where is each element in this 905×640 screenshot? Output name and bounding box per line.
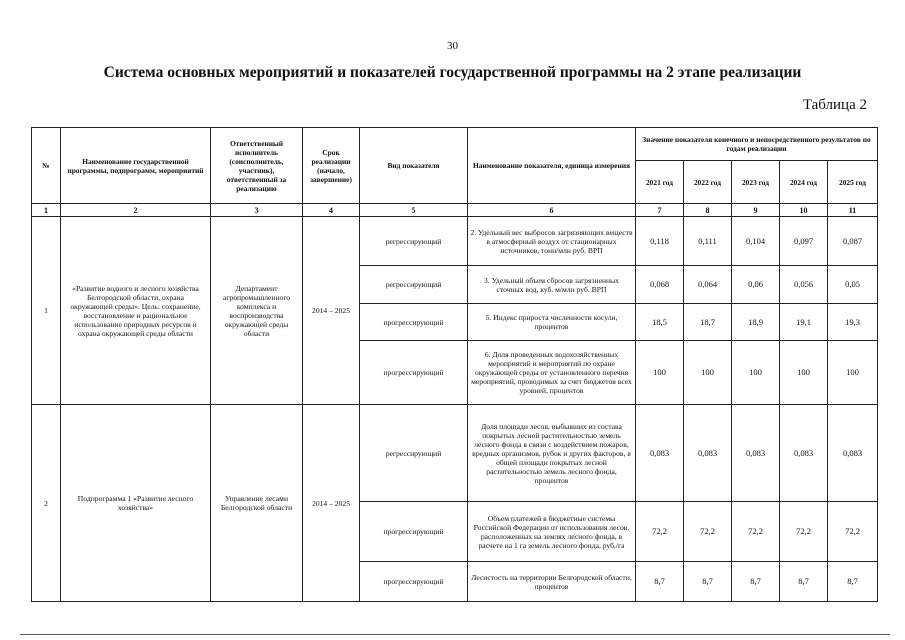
value-cell: 0,083	[636, 405, 684, 502]
term: 2014 – 2025	[303, 405, 360, 602]
value-cell: 100	[636, 341, 684, 405]
indicator-name: 5. Индекс прироста численности косули, процентов	[468, 304, 636, 341]
value-cell: 0,087	[828, 217, 878, 266]
indicator-kind: регрессирующий	[360, 266, 468, 304]
indicator-kind: прогрессирующий	[360, 502, 468, 562]
value-cell: 100	[684, 341, 732, 405]
column-number: 7	[636, 204, 684, 217]
column-number: 3	[211, 204, 303, 217]
column-number: 4	[303, 204, 360, 217]
header-row-top	[32, 128, 878, 161]
column-number: 1	[32, 204, 61, 217]
indicator-name: 6. Доля проведенных водохозяйственных мероприятий и мероприятий по охране окружающей среды от установленного перечня мероприятий, проводимых за счет бюджетов всех уровней, процентов	[468, 341, 636, 405]
value-cell: 18,7	[684, 304, 732, 341]
indicator-name: 3. Удельный объем сбросов загрязненных сточных вод, куб. м/млн руб. ВРП	[468, 266, 636, 304]
indicator-name: Лесистость на территории Белгородской области, процентов	[468, 562, 636, 602]
indicator-name: Доля площади лесов, выбывших из состава покрытых лесной растительностью земель лесного фонда в связи с воздействием пожаров, вредных организмов, рубок и других факторов, в общей площади покрытых лесной растительностью земель лесного фонда, процентов	[468, 405, 636, 502]
document-title: Система основных мероприятий и показателей государственной программы на 2 этапе реализации	[103, 64, 802, 81]
value-cell: 0,083	[684, 405, 732, 502]
program-name: Подпрограмма 1 «Развитие лесного хозяйства»	[61, 405, 211, 602]
column-number: 8	[684, 204, 732, 217]
value-cell: 72,2	[684, 502, 732, 562]
header-year-2023: 2023 год	[732, 161, 780, 204]
indicators-table	[31, 127, 878, 602]
value-cell: 0,111	[684, 217, 732, 266]
value-cell: 100	[780, 341, 828, 405]
row-number: 1	[32, 217, 61, 405]
value-cell: 0,05	[828, 266, 878, 304]
value-cell: 72,2	[732, 502, 780, 562]
header-year-2024: 2024 год	[780, 161, 828, 204]
indicator-kind: прогрессирующий	[360, 341, 468, 405]
value-cell: 72,2	[828, 502, 878, 562]
column-number: 6	[468, 204, 636, 217]
header-year-2022: 2022 год	[684, 161, 732, 204]
value-cell: 19,1	[780, 304, 828, 341]
value-cell: 0,068	[636, 266, 684, 304]
table-row	[32, 405, 878, 502]
column-number: 11	[828, 204, 878, 217]
value-cell: 0,056	[780, 266, 828, 304]
value-cell: 0,118	[636, 217, 684, 266]
header-year-2021: 2021 год	[636, 161, 684, 204]
value-cell: 18,5	[636, 304, 684, 341]
program-name: «Развитие водного и лесного хозяйства Белгородской области, охрана окружающей среды». Цель: сохранение, восстановление и рациональное использование природных ресурсов и охрана окружающей среды области	[61, 217, 211, 405]
column-number: 9	[732, 204, 780, 217]
table-label: Таблица 2	[802, 97, 867, 113]
value-cell: 18,9	[732, 304, 780, 341]
column-number: 10	[780, 204, 828, 217]
column-number-row	[32, 204, 878, 217]
executor-name: Департамент агропромышленного комплекса и воспроизводства окружающей среды области	[211, 217, 303, 405]
term: 2014 – 2025	[303, 217, 360, 405]
table-row	[32, 217, 878, 266]
executor-name: Управление лесами Белгородской области	[211, 405, 303, 602]
page-number: 30	[447, 40, 458, 52]
header-num: №	[32, 128, 61, 204]
header-values-group: Значение показателя конечного и непосредственного результатов по годам реализации	[636, 128, 878, 161]
value-cell: 0,064	[684, 266, 732, 304]
header-program: Наименование государственной программы, подпрограмм, мероприятий	[61, 128, 211, 204]
value-cell: 100	[732, 341, 780, 405]
indicator-kind: регрессирующий	[360, 405, 468, 502]
indicator-kind: регрессирующий	[360, 217, 468, 266]
value-cell: 19,3	[828, 304, 878, 341]
indicator-name: Объем платежей в бюджетные системы Российской Федерации от использования лесов, расположенных на землях лесного фонда, в расчете на 1 га земель лесного фонда, руб./га	[468, 502, 636, 562]
header-term: Срок реализации (начало, завершение)	[303, 128, 360, 204]
column-number: 5	[360, 204, 468, 217]
indicator-kind: прогрессирующий	[360, 562, 468, 602]
row-number: 2	[32, 405, 61, 602]
value-cell: 0,104	[732, 217, 780, 266]
value-cell: 0,097	[780, 217, 828, 266]
value-cell: 0,083	[732, 405, 780, 502]
value-cell: 8,7	[684, 562, 732, 602]
value-cell: 8,7	[636, 562, 684, 602]
header-kind: Вид показателя	[360, 128, 468, 204]
value-cell: 8,7	[732, 562, 780, 602]
column-number: 2	[61, 204, 211, 217]
value-cell: 8,7	[780, 562, 828, 602]
value-cell: 72,2	[780, 502, 828, 562]
bottom-scan-rule	[20, 634, 890, 635]
header-indicator: Наименование показателя, единица измерения	[468, 128, 636, 204]
value-cell: 72,2	[636, 502, 684, 562]
value-cell: 0,06	[732, 266, 780, 304]
value-cell: 8,7	[828, 562, 878, 602]
header-year-2025: 2025 год	[828, 161, 878, 204]
indicator-name: 2. Удельный вес выбросов загрязняющих веществ в атмосферный воздух от стационарных источников, тонн/млн руб. ВРП	[468, 217, 636, 266]
header-executor: Ответственный исполнитель (соисполнитель, участник), ответственный за реализацию	[211, 128, 303, 204]
value-cell: 100	[828, 341, 878, 405]
value-cell: 0,083	[828, 405, 878, 502]
indicator-kind: прогрессирующий	[360, 304, 468, 341]
value-cell: 0,083	[780, 405, 828, 502]
